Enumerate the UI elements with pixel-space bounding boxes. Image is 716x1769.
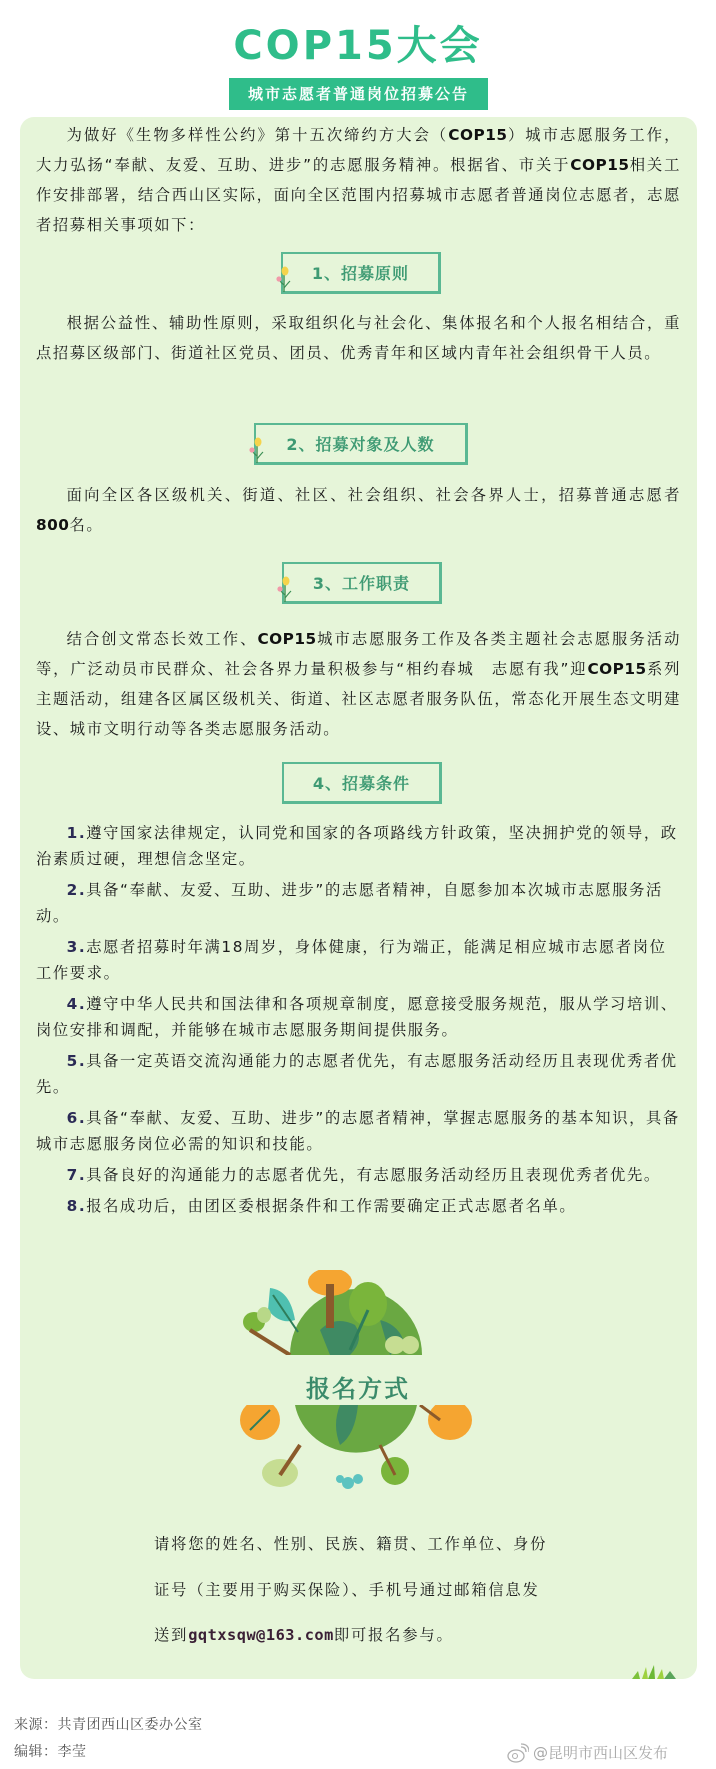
section-header-targets: 2、招募对象及人数: [254, 423, 468, 465]
list-item: 8.报名成功后，由团区委根据条件和工作需要确定正式志愿者名单。: [66, 1197, 577, 1215]
section-header-duties: 3、工作职责: [282, 562, 442, 604]
conditions-list: [36, 820, 681, 1219]
subtitle-banner: 城市志愿者普通岗位招募公告: [229, 78, 488, 110]
email-address[interactable]: gqtxsqw@163.com: [188, 1626, 334, 1644]
grass-decoration-icon: [630, 1665, 678, 1679]
section-duties-body: 结合创文常态长效工作、COP15城市志愿服务工作及各类主题社会志愿服务活动等，广泛动员市民群众、社会各界力量积极参与“相约春城 志愿有我”迎COP15系列主题活动，组建各区属区级机关、街道、社区志愿者服务队伍，常态化开展生态文明建设、城市文明行动等各类志愿服务活动。: [36, 630, 682, 738]
section-principles-body: 根据公益性、辅助性原则，采取组织化与社会化、集体报名和个人报名相结合，重点招募区级部门、街道社区党员、团员、优秀青年和区域内青年社会组织骨干人员。: [36, 314, 681, 362]
list-item: 3.志愿者招募时年满18周岁，身体健康，行为端正，能满足相应城市志愿者岗位工作要求。: [36, 938, 667, 982]
weibo-watermark: @昆明市西山区发布: [507, 1742, 668, 1763]
list-item: 7.具备良好的沟通能力的志愿者优先，有志愿服务活动经历且表现优秀者优先。: [66, 1166, 661, 1184]
intro-paragraph: 为做好《生物多样性公约》第十五次缔约方大会（COP15）城市志愿服务工作，大力弘扬“奉献、友爱、互助、进步”的志愿服务精神。根据省、市关于COP15相关工作安排部署，结合西山区实际，面向全区范围内招募城市志愿者普通岗位志愿者，志愿者招募相关事项如下：: [36, 126, 681, 234]
list-item: 1.遵守国家法律规定，认同党和国家的各项路线方针政策，坚决拥护党的领导，政治素质过硬，理想信念坚定。: [36, 824, 678, 868]
source-credit: 来源：共青团西山区委办公室: [14, 1717, 203, 1733]
flower-icon: [275, 263, 293, 293]
list-item: 5.具备一定英语交流沟通能力的志愿者优先，有志愿服务活动经历且表现优秀者优先。: [36, 1052, 678, 1096]
registration-line-2: 证号（主要用于购买保险）、手机号通过邮箱信息发: [154, 1581, 540, 1599]
registration-title: 报名方式: [306, 1375, 410, 1403]
section-targets-body: 面向全区各区级机关、街道、社区、社会组织、社会各界人士，招募普通志愿者800名。: [36, 486, 681, 534]
registration-line-1: 请将您的姓名、性别、民族、籍贯、工作单位、身份: [154, 1535, 548, 1553]
flower-icon: [276, 573, 294, 603]
registration-line-3: 送到gqtxsqw@163.com即可报名参与。: [154, 1626, 454, 1644]
list-item: 4.遵守中华人民共和国法律和各项规章制度，愿意接受服务规范，服从学习培训、岗位安排和调配，并能够在城市志愿服务期间提供服务。: [36, 995, 678, 1039]
globe-trees-illustration-top: [240, 1270, 472, 1355]
flower-icon: [248, 434, 266, 464]
editor-credit: 编辑：李莹: [14, 1744, 87, 1760]
page-title: COP15大会: [233, 23, 483, 69]
list-item: 2.具备“奉献、友爱、互助、进步”的志愿者精神，自愿参加本次城市志愿服务活动。: [36, 881, 663, 925]
list-item: 6.具备“奉献、友爱、互助、进步”的志愿者精神，掌握志愿服务的基本知识，具备城市志愿服务岗位必需的知识和技能。: [36, 1109, 680, 1153]
globe-trees-illustration-bottom: [240, 1405, 472, 1490]
section-header-conditions: 4、招募条件: [282, 762, 442, 804]
weibo-logo-icon: [507, 1743, 529, 1763]
section-header-principles: 1、招募原则: [281, 252, 441, 294]
